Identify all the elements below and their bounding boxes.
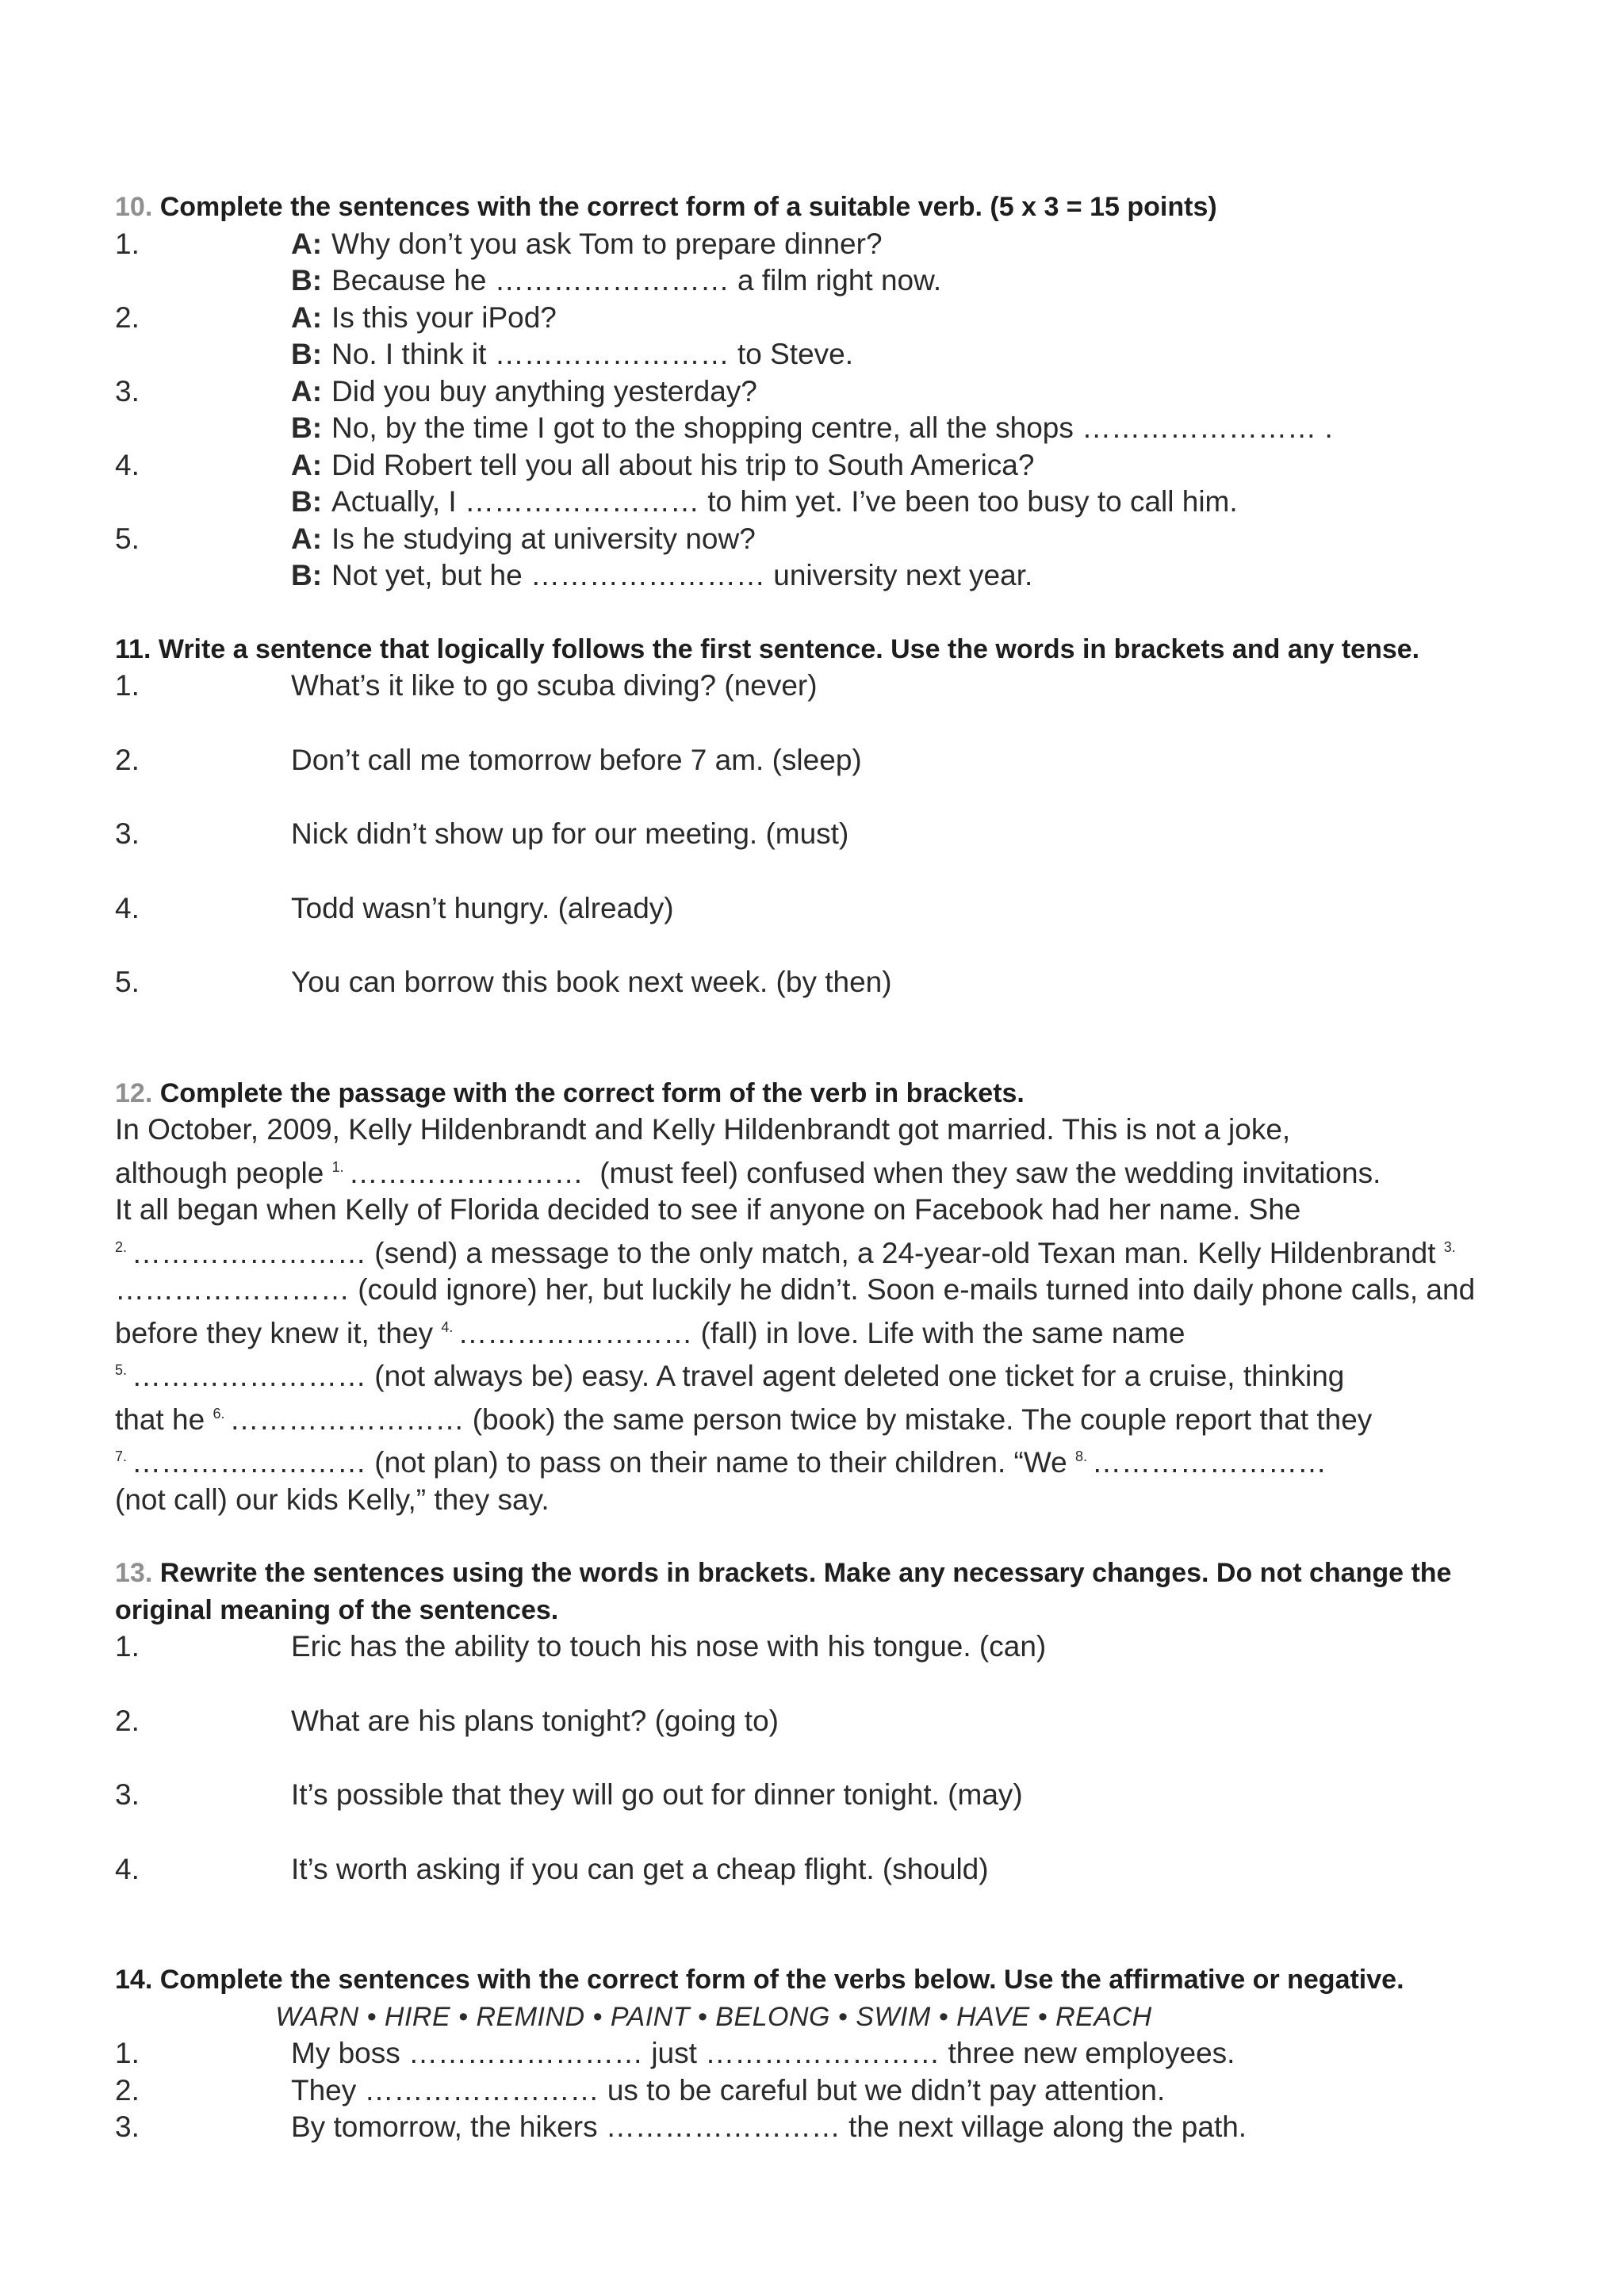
- item-number: 3.: [115, 817, 140, 850]
- dialogue-line: a film right now.: [737, 264, 942, 297]
- speaker-label: B:: [291, 485, 323, 518]
- blank-number: 3.: [1443, 1238, 1456, 1255]
- dialogue-line: to Steve.: [737, 338, 853, 370]
- answer-blank[interactable]: ……………………: [605, 2110, 841, 2143]
- item-number: 1.: [115, 1630, 140, 1663]
- item-number: 1.: [115, 2037, 140, 2069]
- item-number: 3.: [115, 374, 140, 408]
- answer-space[interactable]: [115, 1888, 1511, 1961]
- speaker-label: B:: [291, 264, 323, 297]
- item-number: 2.: [115, 743, 140, 776]
- prompt-sentence: Todd wasn’t hungry. (already): [291, 891, 674, 924]
- blank-number: 5.: [115, 1362, 128, 1378]
- exercise-item: [115, 890, 1511, 928]
- prompt-sentence: Nick didn’t show up for our meeting. (must): [291, 817, 849, 850]
- answer-space[interactable]: [115, 853, 1511, 890]
- exercise-item: [115, 373, 1511, 411]
- section-number: 11.: [115, 633, 151, 664]
- exercise-item: [115, 226, 1511, 263]
- item-number: 2.: [115, 300, 140, 334]
- answer-blank[interactable]: ……………………: [229, 1402, 465, 1436]
- section-instruction: original meaning of the sentences.: [115, 1594, 559, 1625]
- section-number: 13.: [115, 1558, 153, 1588]
- prompt-sentence: What’s it like to go scuba diving? (never): [291, 669, 818, 702]
- passage-line: …………………… (could ignore) her, but luckily he didn’t. Soon e-mails turned into daily phone calls, and: [115, 1273, 1476, 1306]
- exercise-item: [115, 1851, 1511, 1888]
- speaker-label: A:: [291, 374, 323, 408]
- section-12-heading: [115, 1075, 1511, 1112]
- prompt-sentence: It’s possible that they will go out for dinner tonight. (may): [291, 1778, 1023, 1811]
- dialogue-line: Is he studying at university now?: [331, 522, 756, 555]
- item-number: 2.: [115, 2073, 140, 2107]
- dialogue-line: Did Robert tell you all about his trip to South America?: [331, 448, 1035, 481]
- passage-line: $^{2.}$ …………………… (send) a message to the only match, a 24-year-old Texan man. Kelly Hildenbrandt $^{3.}$: [115, 1236, 1456, 1269]
- speaker-label: A:: [291, 448, 323, 481]
- passage-line: (not call) our kids Kelly,” they say.: [115, 1483, 550, 1516]
- item-number: 4.: [115, 1852, 140, 1885]
- exercise-item: [115, 1628, 1511, 1666]
- item-number: 1.: [115, 669, 140, 702]
- speaker-label: A:: [291, 522, 323, 555]
- answer-space[interactable]: [115, 1739, 1511, 1777]
- prompt-sentence: Eric has the ability to touch his nose with his tongue. (can): [291, 1630, 1047, 1663]
- answer-blank[interactable]: ……………………: [494, 338, 730, 370]
- section-instruction: Complete the passage with the correct form of the verb in brackets.: [159, 1077, 1025, 1108]
- item-number: 2.: [115, 1704, 140, 1737]
- passage: [115, 1112, 1511, 1518]
- dialogue-line: Not yet, but he: [331, 559, 523, 591]
- answer-space[interactable]: [115, 705, 1511, 742]
- section-number: 10.: [115, 192, 153, 222]
- item-number: 1.: [115, 227, 140, 260]
- section-number: 14.: [115, 1965, 153, 1995]
- sentence-text: My boss: [291, 2037, 400, 2069]
- blank-number: 7.: [115, 1448, 128, 1464]
- dialogue-line: .: [1324, 411, 1333, 444]
- exercise-item: [115, 1703, 1511, 1740]
- passage-line: although people $^{1.}$ …………………… (must feel) confused when they saw the wedding invitations.: [115, 1156, 1381, 1189]
- sentence-text: the next village along the path.: [848, 2110, 1247, 2143]
- answer-space[interactable]: [115, 1001, 1511, 1075]
- speaker-label: B:: [291, 559, 323, 591]
- prompt-sentence: You can borrow this book next week. (by then): [291, 966, 892, 998]
- item-number: 5.: [115, 966, 140, 998]
- exercise-item: [115, 447, 1511, 484]
- section-10-heading: [115, 189, 1511, 226]
- exercise-item: [115, 1777, 1511, 1814]
- dialogue-line: Why don’t you ask Tom to prepare dinner?: [331, 227, 883, 260]
- dialogue-line: Did you buy anything yesterday?: [331, 374, 757, 408]
- sentence-text: three new employees.: [948, 2037, 1235, 2069]
- item-number: 5.: [115, 522, 140, 555]
- answer-space[interactable]: [115, 1814, 1511, 1851]
- exercise-item: [115, 262, 1511, 300]
- answer-blank[interactable]: ……………………: [464, 485, 699, 518]
- dialogue-line: Because he: [331, 264, 487, 297]
- dialogue-line: No. I think it: [331, 338, 487, 370]
- item-number: 4.: [115, 448, 140, 481]
- answer-blank[interactable]: ……………………: [364, 2073, 599, 2107]
- item-number: 3.: [115, 2110, 140, 2143]
- speaker-label: A:: [291, 300, 323, 334]
- dialogue-line: university next year.: [773, 559, 1033, 591]
- dialogue-line: to him yet. I’ve been too busy to call him.: [707, 485, 1238, 518]
- answer-blank[interactable]: ……………………: [705, 2037, 940, 2069]
- blank-number: 4.: [441, 1318, 454, 1335]
- answer-space[interactable]: [115, 1666, 1511, 1703]
- blank-number: 2.: [115, 1238, 128, 1255]
- exercise-item: [115, 2109, 1511, 2146]
- passage-line: In October, 2009, Kelly Hildenbrandt and Kelly Hildenbrandt got married. This is not a joke,: [115, 1113, 1291, 1146]
- answer-space[interactable]: [115, 927, 1511, 964]
- exercise-item: [115, 2035, 1511, 2072]
- exercise-item: [115, 816, 1511, 853]
- sentence-text: By tomorrow, the hikers: [291, 2110, 598, 2143]
- exercise-item: [115, 410, 1511, 447]
- sentence-text: They: [291, 2073, 357, 2107]
- answer-blank[interactable]: ……………………: [115, 1273, 350, 1306]
- speaker-label: B:: [291, 411, 323, 444]
- answer-blank[interactable]: ……………………: [494, 264, 730, 297]
- passage-line: $^{5.}$ …………………… (not always be) easy. A travel agent deleted one ticket for a cruise, thinking: [115, 1360, 1345, 1392]
- exercise-item: [115, 742, 1511, 779]
- exercise-item: [115, 521, 1511, 558]
- exercise-item: [115, 484, 1511, 521]
- prompt-sentence: Don’t call me tomorrow before 7 am. (sleep): [291, 743, 862, 776]
- section-14-heading: [115, 1961, 1511, 1999]
- section-instruction: Write a sentence that logically follows the first sentence. Use the words in brackets and any tense.: [158, 633, 1420, 664]
- speaker-label: B:: [291, 338, 323, 370]
- section-number: 12.: [115, 1077, 153, 1108]
- section-11-heading: [115, 631, 1511, 668]
- item-number: 3.: [115, 1778, 140, 1811]
- section-instruction: Rewrite the sentences using the words in brackets. Make any necessary changes. Do not change the: [159, 1558, 1452, 1588]
- exercise-item: [115, 2072, 1511, 2110]
- answer-blank[interactable]: ……………………: [458, 1316, 693, 1349]
- section-instruction: Complete the sentences with the correct form of the verbs below. Use the affirmative or negative.: [159, 1965, 1404, 1995]
- exercise-item: [115, 964, 1511, 1001]
- speaker-label: A:: [291, 227, 323, 260]
- item-number: 4.: [115, 891, 140, 924]
- answer-blank[interactable]: ……………………: [530, 559, 765, 591]
- dialogue-line: Actually, I: [331, 485, 457, 518]
- sentence-text: just: [651, 2037, 697, 2069]
- prompt-sentence: It’s worth asking if you can get a cheap flight. (should): [291, 1852, 989, 1885]
- exercise-item: [115, 300, 1511, 337]
- worksheet: [115, 189, 1511, 2146]
- answer-blank[interactable]: ……………………: [1082, 411, 1317, 444]
- dialogue-line: No, by the time I got to the shopping centre, all the shops: [331, 411, 1074, 444]
- blank-number: 8.: [1074, 1448, 1087, 1464]
- answer-blank[interactable]: ……………………: [132, 1360, 367, 1392]
- verb-bank: WARN • HIRE • REMIND • PAINT • BELONG • SWIM • HAVE • REACH: [275, 2001, 1152, 2032]
- answer-blank[interactable]: ……………………: [1091, 1446, 1327, 1479]
- answer-space[interactable]: [115, 779, 1511, 816]
- answer-blank[interactable]: ……………………: [348, 1156, 584, 1189]
- answer-blank[interactable]: ……………………: [132, 1446, 367, 1479]
- exercise-item: [115, 557, 1511, 595]
- blank-number: 1.: [331, 1158, 344, 1175]
- exercise-item: [115, 668, 1511, 705]
- passage-line: $^{7.}$ …………………… (not plan) to pass on their name to their children. “We $^{8.}$ ……………………: [115, 1446, 1327, 1479]
- passage-line: before they knew it, they $^{4.}$ …………………… (fall) in love. Life with the same name: [115, 1316, 1185, 1349]
- prompt-sentence: What are his plans tonight? (going to): [291, 1704, 779, 1737]
- blank-number: 6.: [213, 1405, 225, 1422]
- sentence-text: us to be careful but we didn’t pay attention.: [607, 2073, 1166, 2107]
- section-instruction: Complete the sentences with the correct form of a suitable verb. (5 x 3 = 15 points): [159, 192, 1217, 222]
- exercise-item: [115, 336, 1511, 373]
- answer-blank[interactable]: ……………………: [408, 2037, 644, 2069]
- section-13-heading: [115, 1555, 1511, 1592]
- answer-blank[interactable]: ……………………: [132, 1236, 367, 1269]
- passage-line: that he $^{6.}$ …………………… (book) the same person twice by mistake. The couple report that they: [115, 1402, 1373, 1436]
- dialogue-line: Is this your iPod?: [331, 300, 557, 334]
- passage-line: It all began when Kelly of Florida decided to see if anyone on Facebook had her name. She: [115, 1193, 1301, 1226]
